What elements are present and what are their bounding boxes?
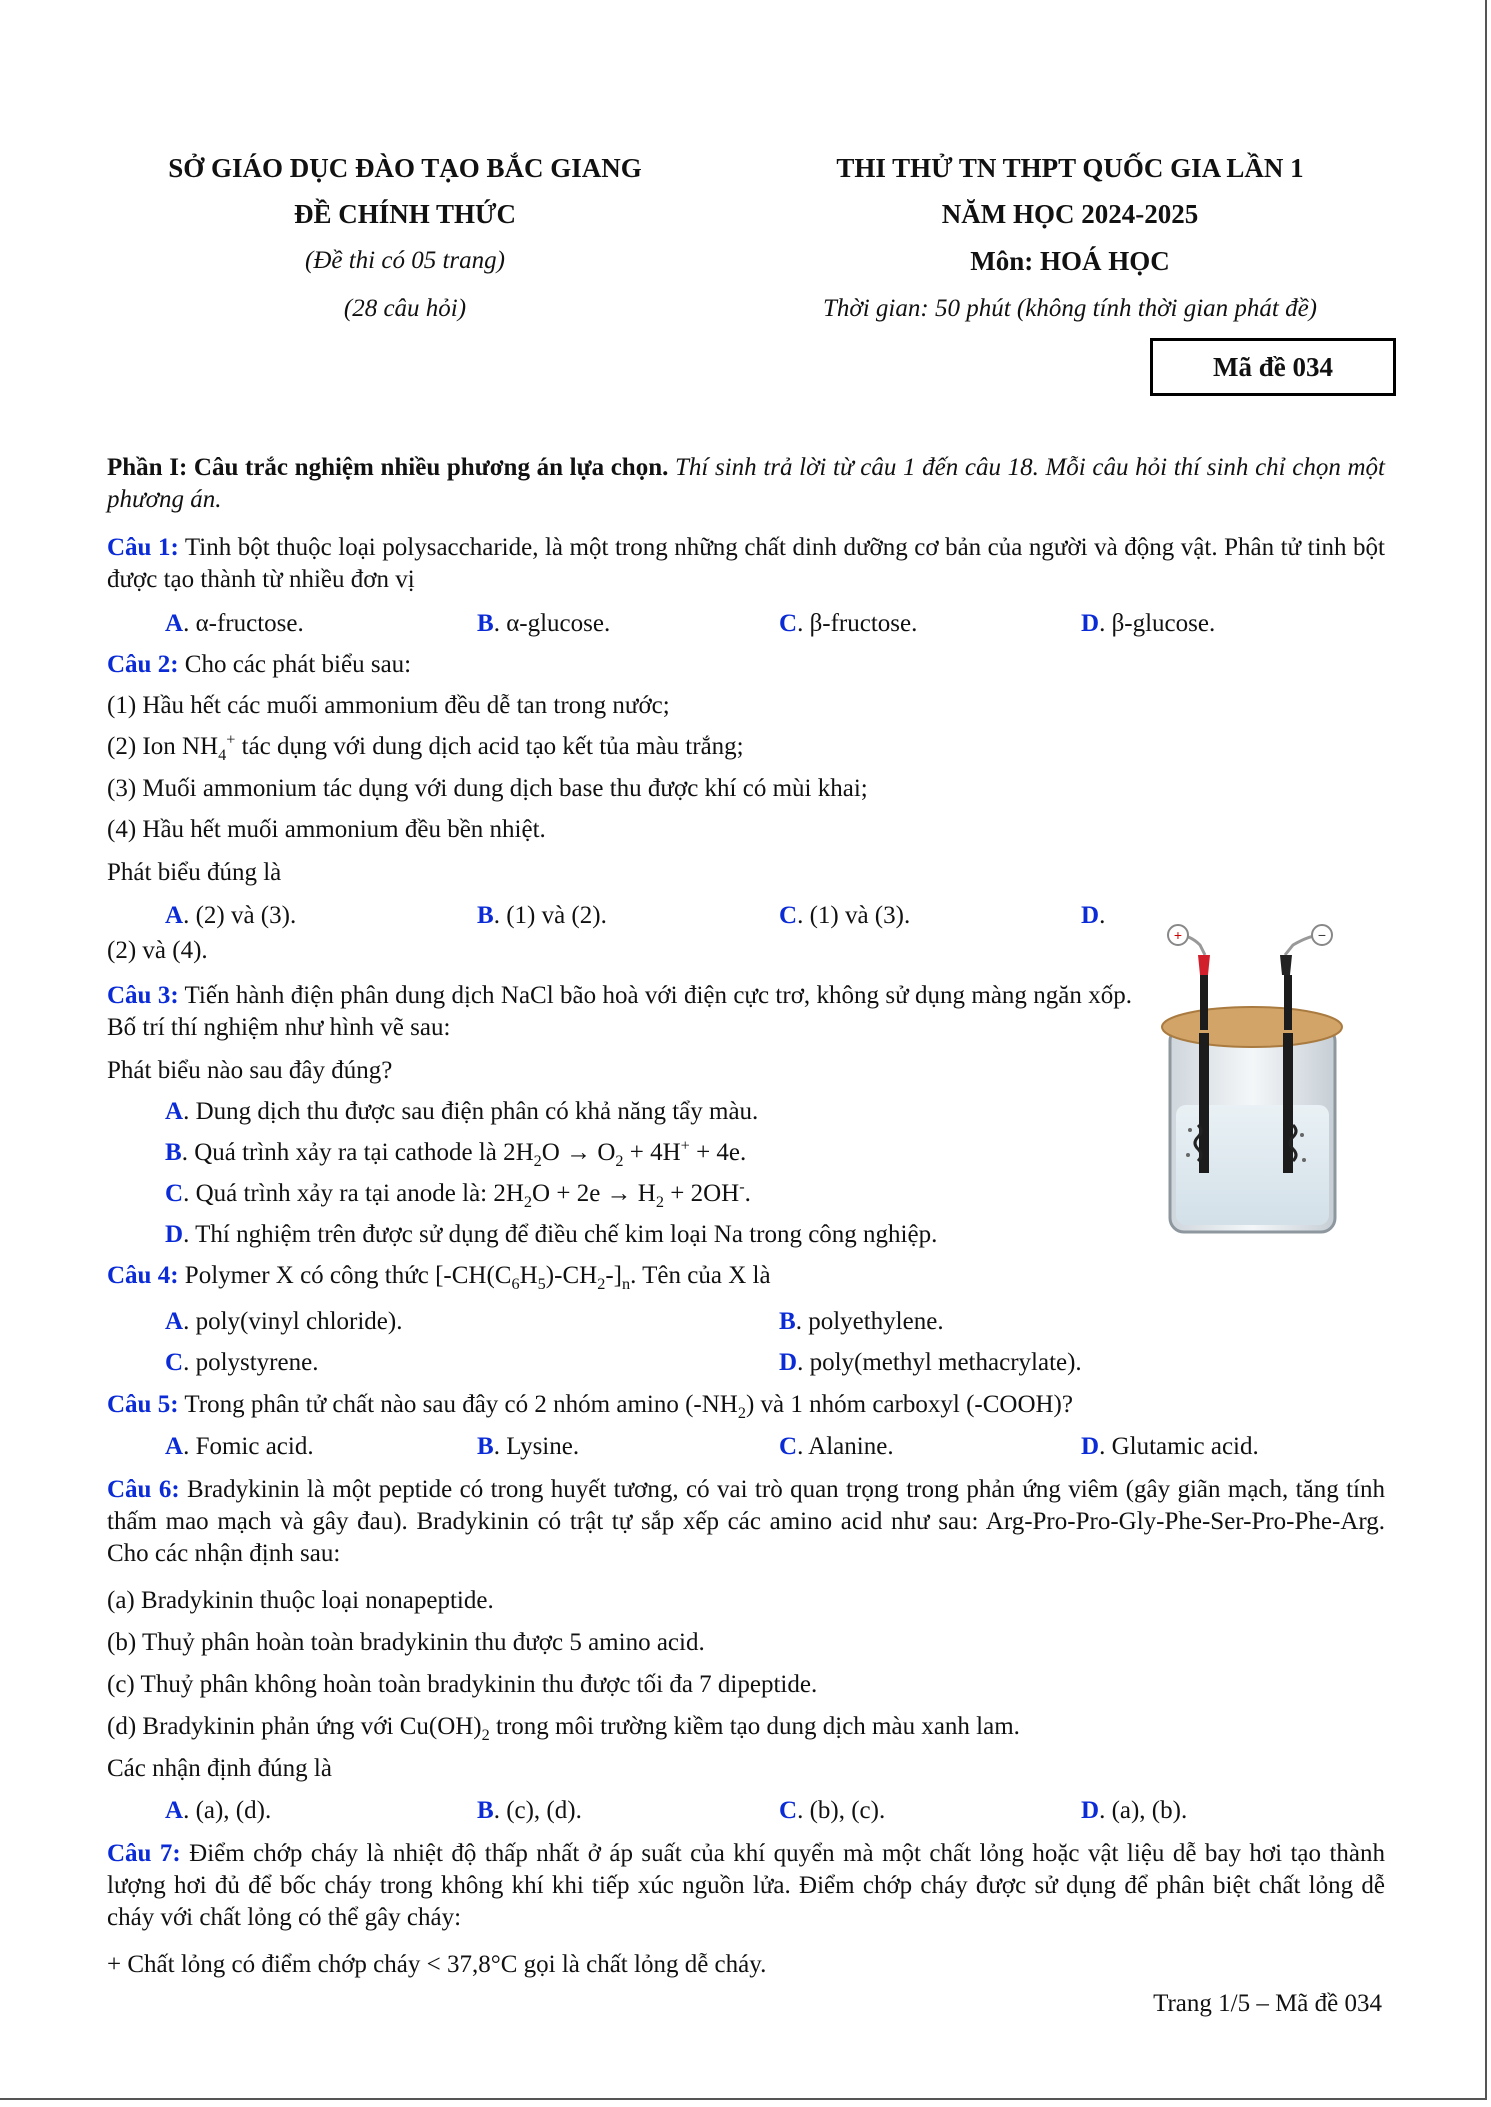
q3-option-c[interactable]: C. Quá trình xảy ra tại anode là: $2H_2O + 2e \to H_2 + 2OH^-$. [165,1177,751,1211]
q6-statement-b: (b) Thuỷ phân hoàn toàn bradykinin thu được 5 amino acid. [107,1629,705,1656]
q2-option-a[interactable]: A. (2) và (3). [165,902,297,929]
exam-title: THI THỬ TN THPT QUỐC GIA LẦN 1 [836,153,1304,183]
q2-statement-1: (1) Hầu hết các muối ammonium đều dễ tan trong nước; [107,692,670,719]
part1-heading [107,452,1385,516]
official-label: ĐỀ CHÍNH THỨC [293,199,517,229]
questions-note: (28 câu hỏi) [343,295,467,322]
part1-instruction: Thí sinh trả lời từ câu 1 đến câu 18. Mỗi câu hỏi thí sinh chỉ chọn một phương án. [107,454,1385,513]
q3-prompt: Phát biểu nào sau đây đúng? [107,1057,393,1084]
q2-option-b[interactable]: B. (1) và (2). [477,902,607,929]
question-6: Câu 6: Bradykinin là một peptide có trong huyết tương, có vai trò quan trọng trong phản ứng viêm (gây giãn mạch, tăng tính thấm mao mạch và gây đau). Bradykinin có trật tự sắp xếp các amino acid như sau: Arg-Pro-Pro-Gly-Phe-Ser-Pro-Phe-Arg. Cho các nhận định sau: [107,1476,1385,1567]
q6-statement-c: (c) Thuỷ phân không hoàn toàn bradykinin thu được tối đa 7 dipeptide. [107,1671,818,1698]
q5-option-d[interactable]: D. Glutamic acid. [1081,1433,1259,1460]
svg-text:+: + [1173,927,1183,943]
question-label: Câu 1: [107,534,179,561]
exam-code-box: Mã đề 034 [1150,338,1396,396]
q6-statement-d: (d) Bradykinin phản ứng với $Cu(OH)_2$ trong môi trường kiềm tạo dung dịch màu xanh lam. [107,1713,1020,1744]
red-clip-icon [1198,955,1210,975]
q5-option-b[interactable]: B. Lysine. [477,1433,580,1460]
q5-option-a[interactable]: A. Fomic acid. [165,1433,314,1460]
q2-option-d-text: (2) và (4). [107,937,208,964]
black-clip-icon [1280,955,1292,975]
q4-option-b[interactable]: B. polyethylene. [779,1308,944,1335]
part1-title: Phần I: Câu trắc nghiệm nhiều phương án lựa chọn. [107,454,669,481]
beaker-lid [1162,1007,1342,1047]
q1-option-c[interactable]: C. β-fructose. [779,610,918,637]
question-7: Câu 7: Điểm chớp cháy là nhiệt độ thấp nhất ở áp suất của khí quyển mà một chất lỏng hoặc vật liệu dễ bay hơi tạo thành lượng hơi đủ để bốc cháy trong không khí khi tiếp xúc nguồn lửa. Điểm chớp cháy được sử dụng để phân biệt chất lỏng dễ cháy với chất lỏng có thể gây cháy: [107,1840,1385,1931]
q7-line-1: + Chất lỏng có điểm chớp cháy < 37,8°C gọi là chất lỏng dễ cháy. [107,1951,767,1978]
q4-option-d[interactable]: D. poly(methyl methacrylate). [779,1349,1082,1376]
q1-option-d[interactable]: D. β-glucose. [1081,610,1216,637]
anode-rod-top [1200,975,1208,1030]
cathode-electrode [1283,1033,1293,1173]
page-footer: Trang 1/5 – Mã đề 034 [1153,1990,1382,2017]
question-text: Tinh bột thuộc loại polysaccharide, là một trong những chất dinh dưỡng cơ bản của người và động vật. Phân tử tinh bột được tạo thành từ nhiều đơn vị [107,534,1385,593]
q6-option-a[interactable]: A. (a), (d). [165,1797,272,1824]
school-year: NĂM HỌC 2024-2025 [941,199,1199,229]
time-note: Thời gian: 50 phút (không tính thời gian phát đề) [822,295,1318,322]
q2-prompt: Phát biểu đúng là [107,859,282,886]
q3-option-a[interactable]: A. Dung dịch thu được sau điện phân có khả năng tẩy màu. [165,1098,759,1125]
department-name: SỞ GIÁO DỤC ĐÀO TẠO BẮC GIANG [168,153,642,183]
question-4: Câu 4: Polymer X có công thức $[-CH(C_6H_5)-CH_2-]_n$. Tên của X là [107,1262,771,1293]
q4-option-c[interactable]: C. polystyrene. [165,1349,319,1376]
svg-text:−: − [1317,927,1327,943]
q3-option-b[interactable]: B. Quá trình xảy ra tại cathode là $2H_2O \to O_2 + 4H^+ + 4e$. [165,1136,747,1170]
q4-option-a[interactable]: A. poly(vinyl chloride). [165,1308,403,1335]
electrolysis-apparatus-figure [1160,915,1360,1240]
q2-statement-4: (4) Hầu hết muối ammonium đều bền nhiệt. [107,816,546,843]
question-1 [107,532,1385,596]
q6-option-c[interactable]: C. (b), (c). [779,1797,886,1824]
q2-statement-3: (3) Muối ammonium tác dụng với dung dịch base thu được khí có mùi khai; [107,775,868,802]
q6-prompt: Các nhận định đúng là [107,1755,332,1782]
q2-option-d[interactable]: D. [1081,902,1106,929]
question-5: Câu 5: Trong phân tử chất nào sau đây có 2 nhóm amino $(-NH_2)$ và 1 nhóm carboxyl (-COOH)? [107,1391,1073,1422]
q1-option-b[interactable]: B. α-glucose. [477,610,611,637]
cathode-rod-top [1284,975,1292,1030]
question-3: Câu 3: Tiến hành điện phân dung dịch NaCl bão hoà với điện cực trơ, không sử dụng màng ngăn xốp. Bố trí thí nghiệm như hình vẽ sau: [107,982,1132,1041]
question-2: Câu 2: Cho các phát biểu sau: [107,651,412,678]
pages-note: (Đề thi có 05 trang) [305,247,505,274]
q2-option-c[interactable]: C. (1) và (3). [779,902,911,929]
q5-option-c[interactable]: C. Alanine. [779,1433,894,1460]
q6-option-b[interactable]: B. (c), (d). [477,1797,582,1824]
subject: Môn: HOÁ HỌC [970,246,1170,276]
q2-statement-2: (2) Ion $NH_4^+$ tác dụng với dung dịch acid tạo kết tủa màu trắng; [107,730,744,764]
q6-statement-a: (a) Bradykinin thuộc loại nonapeptide. [107,1587,494,1614]
q3-option-d[interactable]: D. Thí nghiệm trên được sử dụng để điều chế kim loại Na trong công nghiệp. [165,1221,938,1248]
q6-option-d[interactable]: D. (a), (b). [1081,1797,1188,1824]
nacl-solution [1176,1105,1329,1225]
q1-option-a[interactable]: A. α-fructose. [165,610,304,637]
